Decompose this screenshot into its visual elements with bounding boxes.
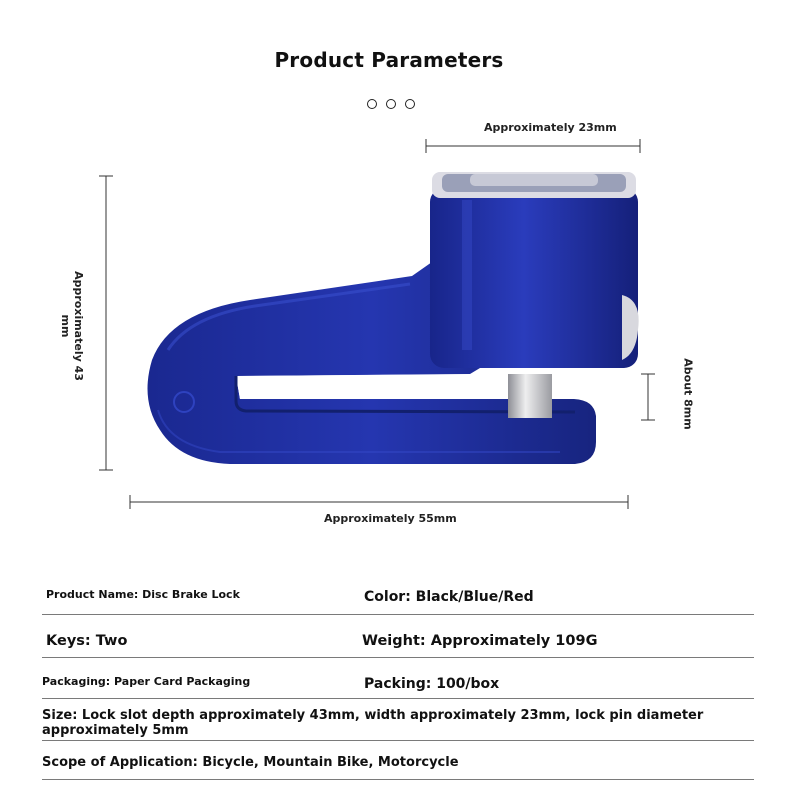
dimension-label-width: Approximately 23mm (484, 121, 617, 134)
dimension-label-height-line2: mm (59, 314, 72, 338)
divider (42, 657, 754, 658)
dimension-line-left (99, 176, 113, 470)
spec-size: Size: Lock slot depth approximately 43mm, width approximately 23mm, lock pin diameter approximately 5mm (42, 708, 704, 738)
spec-weight: Weight: Approximately 109G (362, 633, 598, 649)
divider (42, 740, 754, 741)
spec-keys: Keys: Two (46, 633, 128, 649)
page-title: Product Parameters (274, 48, 504, 72)
spec-product-name: Product Name: Disc Brake Lock (46, 588, 240, 601)
dimension-label-pin: About 8mm (681, 358, 695, 430)
disc-brake-lock-icon (148, 172, 639, 464)
dimension-label-height (59, 271, 85, 381)
spec-scope: Scope of Application: Bicycle, Mountain Bike, Motorcycle (42, 755, 459, 770)
dimension-line-bottom (130, 495, 628, 509)
dimension-line-right (641, 374, 655, 420)
spec-color: Color: Black/Blue/Red (364, 589, 534, 605)
spec-packing: Packing: 100/box (364, 676, 500, 692)
divider (42, 614, 754, 615)
spec-packaging: Packaging: Paper Card Packaging (42, 675, 251, 688)
dimension-label-length: Approximately 55mm (324, 512, 457, 525)
divider (42, 698, 754, 699)
dimension-label-height-line1: Approximately 43 (72, 271, 85, 381)
dimension-line-top (426, 139, 640, 153)
divider (42, 779, 754, 780)
